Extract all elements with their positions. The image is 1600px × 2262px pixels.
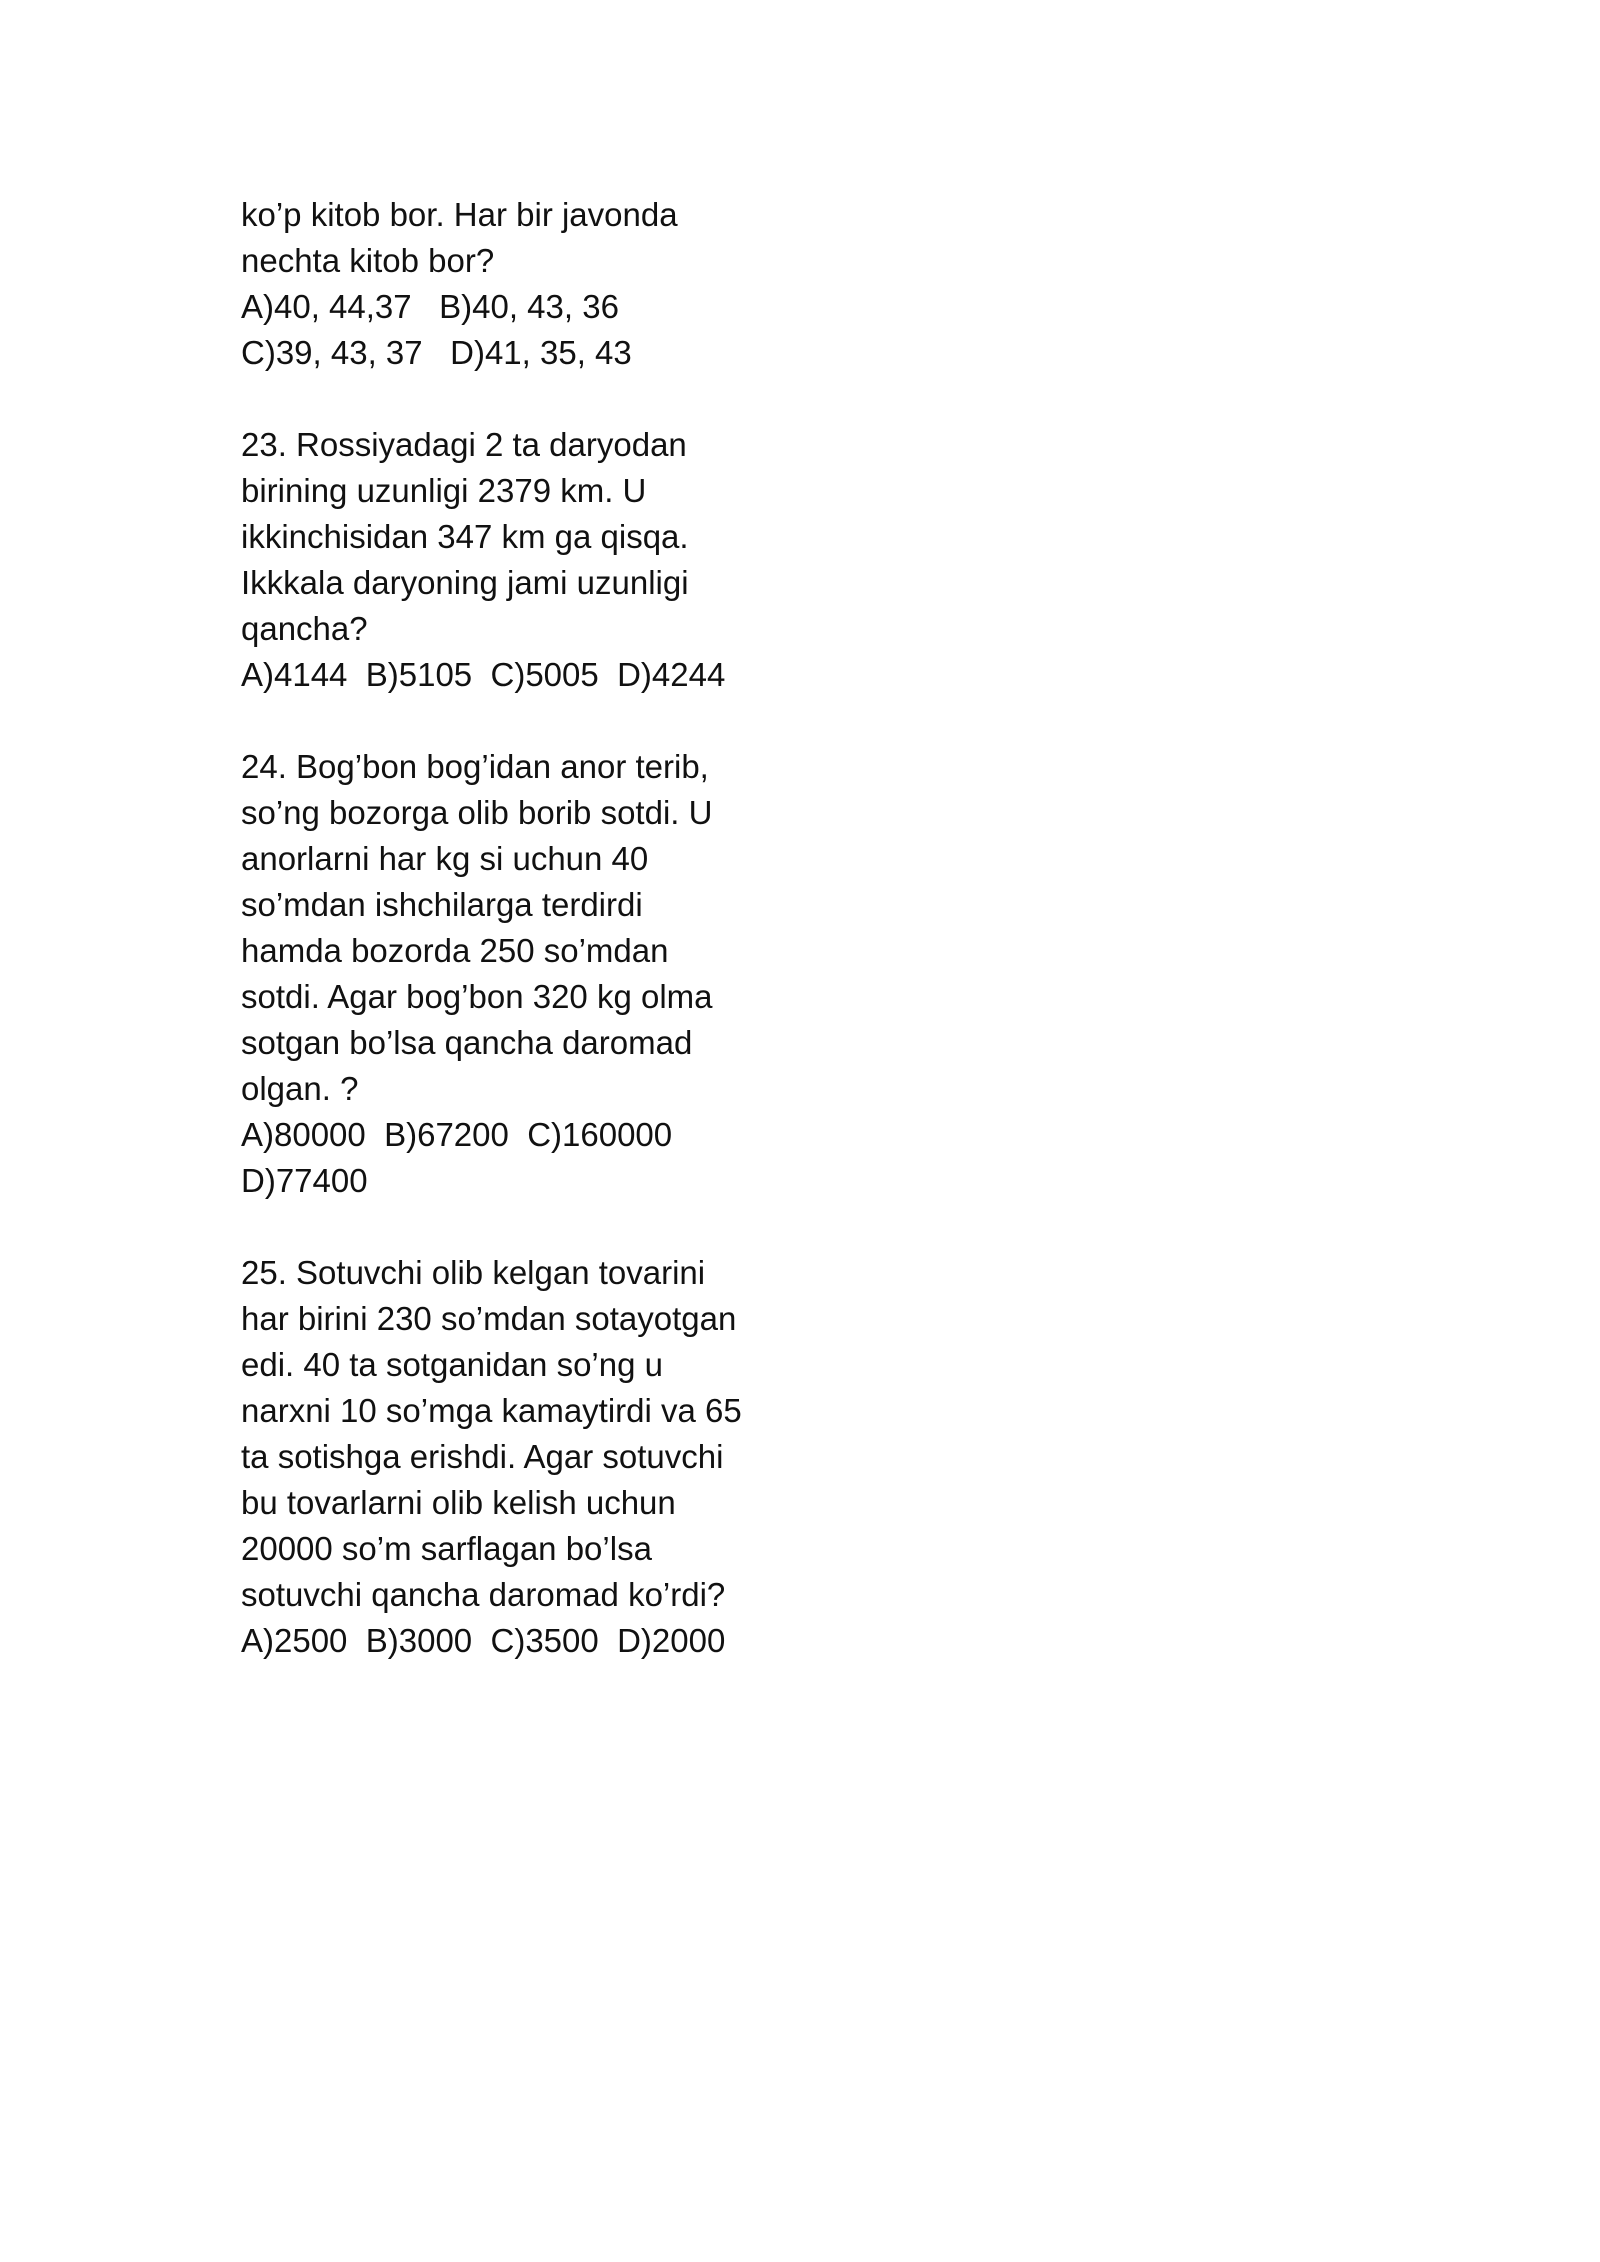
text-line: nechta kitob bor? [241, 242, 495, 279]
text-line: ko’p kitob bor. Har bir javonda [241, 196, 678, 233]
answer-options: A)80000 B)67200 C)160000 [241, 1116, 673, 1153]
text-line: ikkinchisidan 347 km ga qisqa. [241, 518, 689, 555]
text-line: sotdi. Agar bog’bon 320 kg olma [241, 978, 713, 1015]
text-line: so’mdan ishchilarga terdirdi [241, 886, 643, 923]
answer-options: A)2500 B)3000 C)3500 D)2000 [241, 1622, 726, 1659]
text-line: anorlarni har kg si uchun 40 [241, 840, 649, 877]
text-line: hamda bozorda 250 so’mdan [241, 932, 669, 969]
text-line: sotgan bo’lsa qancha daromad [241, 1024, 693, 1061]
paragraph-gap [241, 376, 801, 422]
answer-options: D)77400 [241, 1162, 368, 1199]
text-line: har birini 230 so’mdan sotayotgan [241, 1300, 737, 1337]
text-line: so’ng bozorga olib borib sotdi. U [241, 794, 713, 831]
question-25 [241, 1250, 801, 1664]
paragraph-gap [241, 1204, 801, 1250]
answer-options: A)40, 44,37 B)40, 43, 36 [241, 288, 619, 325]
text-line: narxni 10 so’mga kamaytirdi va 65 [241, 1392, 742, 1429]
text-line: sotuvchi qancha daromad ko’rdi? [241, 1576, 726, 1613]
text-line: birining uzunligi 2379 km. U [241, 472, 647, 509]
text-line: 20000 so’m sarflagan bo’lsa [241, 1530, 652, 1567]
text-line: edi. 40 ta sotganidan so’ng u [241, 1346, 663, 1383]
text-line: 24. Bog’bon bog’idan anor terib, [241, 748, 709, 785]
question-23 [241, 422, 801, 698]
paragraph-gap [241, 698, 801, 744]
text-line: olgan. ? [241, 1070, 359, 1107]
text-column [241, 192, 801, 1664]
text-line: bu tovarlarni olib kelish uchun [241, 1484, 676, 1521]
text-line: qancha? [241, 610, 368, 647]
question-22-tail [241, 192, 801, 376]
text-line: 23. Rossiyadagi 2 ta daryodan [241, 426, 687, 463]
text-line: Ikkkala daryoning jami uzunligi [241, 564, 689, 601]
text-line: 25. Sotuvchi olib kelgan tovarini [241, 1254, 706, 1291]
answer-options: C)39, 43, 37 D)41, 35, 43 [241, 334, 632, 371]
answer-options: A)4144 B)5105 C)5005 D)4244 [241, 656, 726, 693]
question-24 [241, 744, 801, 1204]
text-line: ta sotishga erishdi. Agar sotuvchi [241, 1438, 724, 1475]
